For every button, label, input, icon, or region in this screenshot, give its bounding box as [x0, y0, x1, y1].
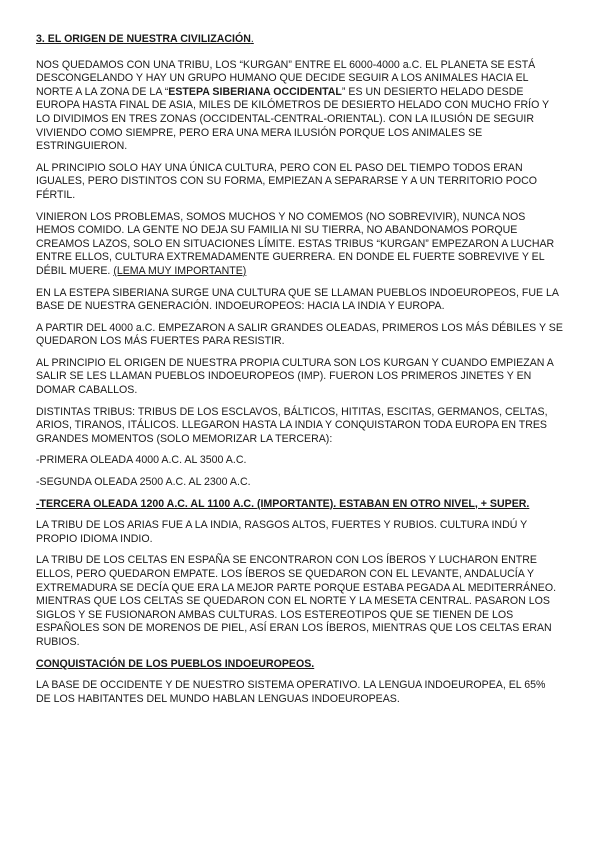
paragraph-celtas: LA TRIBU DE LOS CELTAS EN ESPAÑA SE ENCONTRARON CON LOS ÍBEROS Y LUCHARON ENTRE ELLOS, PERO QUEDARON EMPATE. LOS ÍBEROS SE QUEDARON CON EL LEVANTE, ANDALUCÍA Y EXTREMADURA SE DECÍA QUE ERA LA MEJOR PARTE PORQUE ESTABA PEGADA AL MEDITERRÁNEO. MIENTRAS QUE LOS CELTAS SE QUEDARON CON EL NORTE Y LA MESETA CENTRAL. PASARON LOS SIGLOS Y SE FUSIONARON AMBAS CULTURAS. LOS ESTEREOTIPOS QUE SE TIENEN DE LOS ESPAÑOLES SON DE MORENOS DE PIEL, ASÍ ERAN LOS ÍBEROS, MIENTRAS QUE LOS CELTAS ERAN RUBIOS. — [36, 554, 557, 648]
subheading-conquista: CONQUISTACIÓN DE LOS PUEBLOS INDOEUROPEOS. — [36, 657, 315, 670]
paragraph-oleadas: A PARTIR DEL 4000 a.C. EMPEZARON A SALIR GRANDES OLEADAS, PRIMEROS LOS MÁS DÉBILES Y SE QUEDARON LOS MÁS FUERTES PARA RESISTIR. — [36, 321, 563, 348]
lema-underlined: (LEMA MUY IMPORTANTE) — [113, 264, 247, 277]
paragraph-pueblos-indoeuropeos: EN LA ESTEPA SIBERIANA SURGE UNA CULTURA QUE SE LLAMAN PUEBLOS INDOEUROPEOS, FUE LA BASE DE NUESTRA GENERACIÓN. INDOEUROPEOS: HACIA LA INDIA Y EUROPA. — [36, 286, 559, 313]
section-heading — [36, 33, 563, 47]
paragraph-tribus: DISTINTAS TRIBUS: TRIBUS DE LOS ESCLAVOS, BÁLTICOS, HITITAS, ESCITAS, GERMANOS, CELTAS, ARIOS, TIRANOS, ITÁLICOS. LLEGARON HASTA LA INDIA Y CONQUISTARON TODA EUROPA EN TRES GRANDES MOMENTOS (SOLO MEMORIZAR LA TERCERA): — [36, 405, 548, 445]
paragraph-problemas — [36, 211, 563, 279]
paragraph-origen-cultura: AL PRINCIPIO EL ORIGEN DE NUESTRA PROPIA CULTURA SON LOS KURGAN Y CUANDO EMPIEZAN A SALIR SE LES LLAMAN PUEBLOS INDOEUROPEOS (IMP). FUERON LOS PRIMEROS JINETES Y EN DOMAR CABALLOS. — [36, 356, 554, 397]
paragraph-arias: LA TRIBU DE LOS ARIAS FUE A LA INDIA, RASGOS ALTOS, FUERTES Y RUBIOS. CULTURA INDÚ Y PROPIO IDIOMA INDIO. — [36, 519, 528, 545]
paragraph-lengua: LA BASE DE OCCIDENTE Y DE NUESTRO SISTEMA OPERATIVO. LA LENGUA INDOEUROPEA, EL 65% DE LOS HABITANTES DEL MUNDO HABLAN LENGUAS INDOEUROPEAS. — [36, 679, 546, 705]
paragraph-problemas-text: VINIERON LOS PROBLEMAS, SOMOS MUCHOS Y NO COMEMOS (NO SOBREVIVIR), NUNCA NOS HEMOS COMIDO. LA GENTE NO DEJA SU FAMILIA NI SU TIERRA, NO ABANDONAMOS PORQUE CREAMOS LAZOS, SOLO EN SITUACIONES LÍMITE. ESTAS TRIBUS “KURGAN” EMPEZARON A LUCHAR ENTRE ELLOS, CULTURA EXTREMADAMENTE GUERRERA. EN DONDE EL FUERTE SOBREVIVE Y EL DÉBIL MUERE. — [36, 210, 555, 277]
wave-first: -PRIMERA OLEADA 4000 A.C. AL 3500 A.C. — [36, 454, 247, 467]
paragraph-kurgan — [36, 59, 563, 154]
estepa-bold-term: ESTEPA SIBERIANA OCCIDENTAL — [168, 85, 342, 98]
paragraph-kurgan-text-b: ” ES UN DESIERTO HELADO DESDE EUROPA HASTA FINAL DE ASIA, MILES DE KILÓMETROS DE DESIERTO HELADO CON MUCHO FRÍO Y LO DIVIDIMOS EN TRES ZONAS (OCCIDENTAL-CENTRAL-ORIENTAL). CON LA ILUSIÓN DE SEGUIR VIVIENDO COMO SIEMPRE, PERO ERA UNA MERA ILUSIÓN PORQUE LOS ANIMALES SE ESTRINGUIERON. — [36, 85, 549, 153]
wave-second: -SEGUNDA OLEADA 2500 A.C. AL 2300 A.C. — [36, 476, 251, 489]
section-heading-period: . — [250, 33, 254, 45]
wave-third: -TERCERA OLEADA 1200 A.C. AL 1100 A.C. (IMPORTANTE). ESTABAN EN OTRO NIVEL, + SUPER. — [36, 497, 530, 510]
paragraph-kurgan-text-a: NOS QUEDAMOS CON UNA TRIBU, LOS “KURGAN” ENTRE EL 6000-4000 a.C. EL PLANETA SE ESTÁ DESCONGELANDO Y HAY UN GRUPO HUMANO QUE DECIDE SEGUIR A LOS ANIMALES HACIA EL NORTE A LA ZONA DE LA “ — [36, 58, 536, 98]
section-heading-text: 3. EL ORIGEN DE NUESTRA CIVILIZACIÓN — [36, 33, 251, 45]
paragraph-cultura-unica: AL PRINCIPIO SOLO HAY UNA ÚNICA CULTURA, PERO CON EL PASO DEL TIEMPO TODOS ERAN IGUALES, PERO DISTINTOS CON SU FORMA, EMPIEZAN A SEPARARSE Y A UN TERRITORIO POCO FÉRTIL. — [36, 161, 537, 201]
